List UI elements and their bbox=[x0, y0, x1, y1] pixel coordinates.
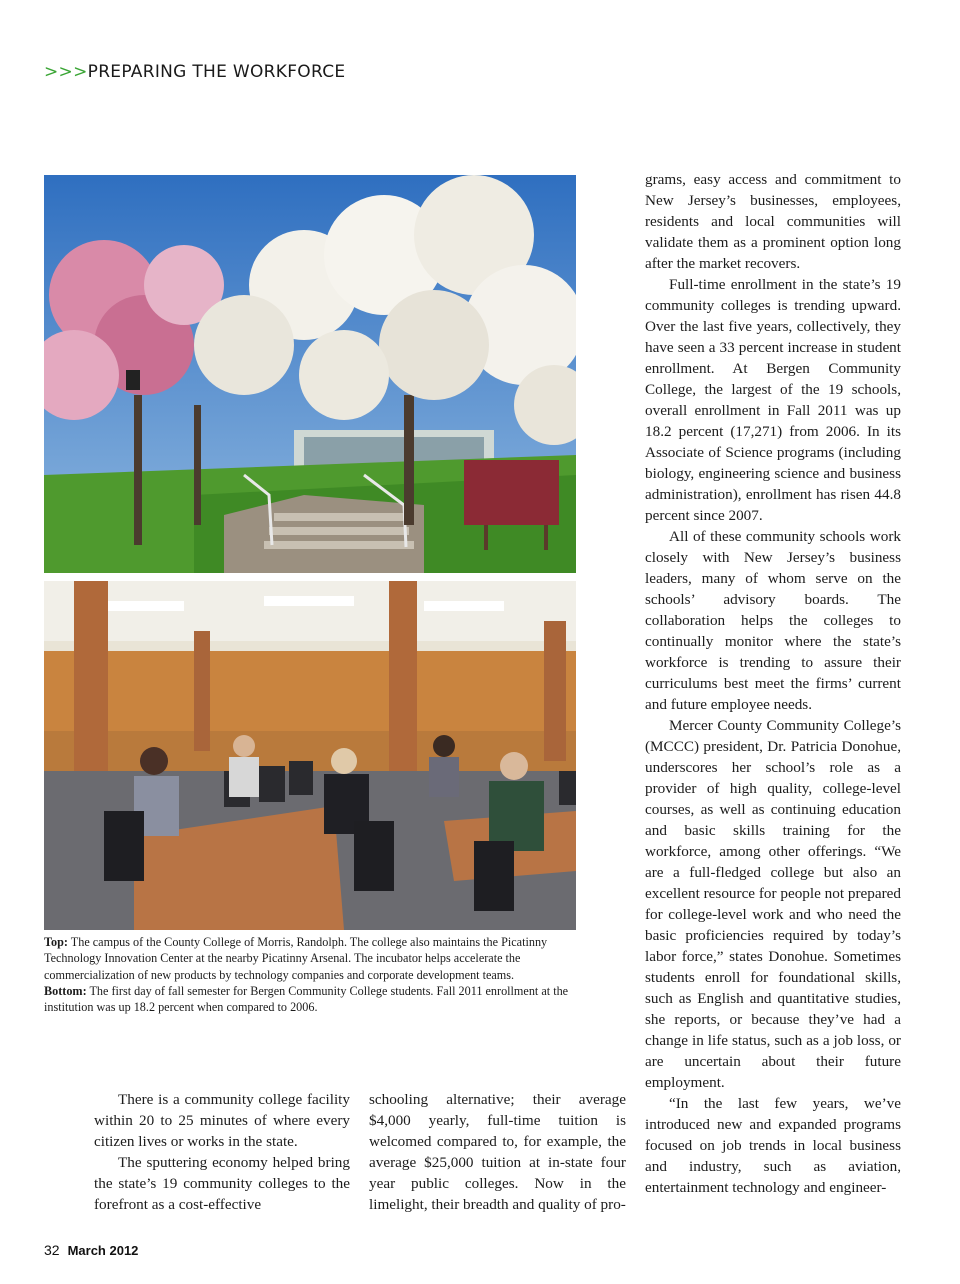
paragraph: Mercer County Community College’s (MCCC) president, Dr. Patricia Donohue, underscores her school’s role as a provider of high quality, college-level courses, as well as continuing education and basic skills training for the workforce, among other offerings. “We are a full-fledged college but also an excellent resource for people not prepared for college-level work and who need the basic proficiencies required by today’s labor force,” states Donohue. Sometimes students enroll for foundational skills, such as English and quantitative studies, she reports, or because they’ve had a change in life status, such as a job loss, or are uncertain about their future employment. bbox=[645, 717, 901, 1091]
caption-bottom-text: The first day of fall semester for Bergen Community College students. Fall 2011 enrollment at the institution was up 18.2 percent when compared to 2006. bbox=[44, 983, 569, 1015]
caption-top-text: The campus of the County College of Morris, Randolph. The college also maintains the Picatinny Technology Innovation Center at the nearby Picatinny Arsenal. The incubator helps accelerate the commercialization of new products by technology companies and corporate development teams. bbox=[44, 935, 548, 982]
article-column-left bbox=[94, 1089, 350, 1215]
computer-lab-photo bbox=[44, 581, 576, 930]
paragraph: grams, easy access and commitment to New Jersey’s businesses, employees, residents and local communities will validate them as a prominent option long after the market recovers. bbox=[645, 171, 901, 272]
paragraph: schooling alternative; their average $4,000 yearly, full-time tuition is welcomed compared to, for example, the average $25,000 tuition at in-state four year public colleges. Now in the limelight, their breadth and quality of pro- bbox=[369, 1091, 626, 1213]
article-column-right bbox=[645, 169, 901, 1198]
photo-caption bbox=[44, 934, 576, 1015]
page-number: 32 bbox=[44, 1242, 60, 1258]
caption-bottom-label: Bottom: bbox=[44, 983, 87, 998]
paragraph: Full-time enrollment in the state’s 19 community colleges is trending upward. Over the last five years, collectively, they have seen a 33 percent increase in student enrollment. At Bergen Community College, the largest of the 19 schools, overall enrollment in Fall 2011 was up 18.2 percent (17,271) from 2006. In its Associate of Science programs (including biology, engineering science and business administration), enrollment has risen 44.8 percent since 2007. bbox=[645, 276, 901, 524]
caption-top-label: Top: bbox=[44, 935, 68, 949]
caption-bottom bbox=[44, 983, 576, 1016]
caption-top bbox=[44, 934, 576, 983]
page-footer bbox=[44, 1242, 138, 1258]
paragraph: The sputtering economy helped bring the state’s 19 community colleges to the forefront as a cost-effective bbox=[94, 1154, 350, 1213]
computer-lab-illustration bbox=[44, 581, 576, 930]
header-title: PREPARING THE WORKFORCE bbox=[87, 62, 346, 82]
issue-date: March 2012 bbox=[67, 1243, 139, 1258]
article-column-middle bbox=[369, 1089, 626, 1215]
paragraph: There is a community college facility within 20 to 25 minutes of where every citizen lives or works in the state. bbox=[94, 1091, 350, 1150]
campus-photo bbox=[44, 175, 576, 573]
campus-illustration bbox=[44, 175, 576, 573]
section-header bbox=[44, 62, 345, 82]
paragraph: “In the last few years, we’ve introduced new and expanded programs focused on job trends in local business and industry, such as aviation, entertainment technology and engineer- bbox=[645, 1095, 901, 1196]
paragraph: All of these community schools work closely with New Jersey’s business leaders, many of whom serve on the schools’ advisory boards. The collaboration helps the colleges to continually monitor where the state’s workforce is trending to assure their curriculums best meet the firms’ current and future employee needs. bbox=[645, 528, 901, 713]
header-arrows: >>> bbox=[44, 62, 88, 82]
